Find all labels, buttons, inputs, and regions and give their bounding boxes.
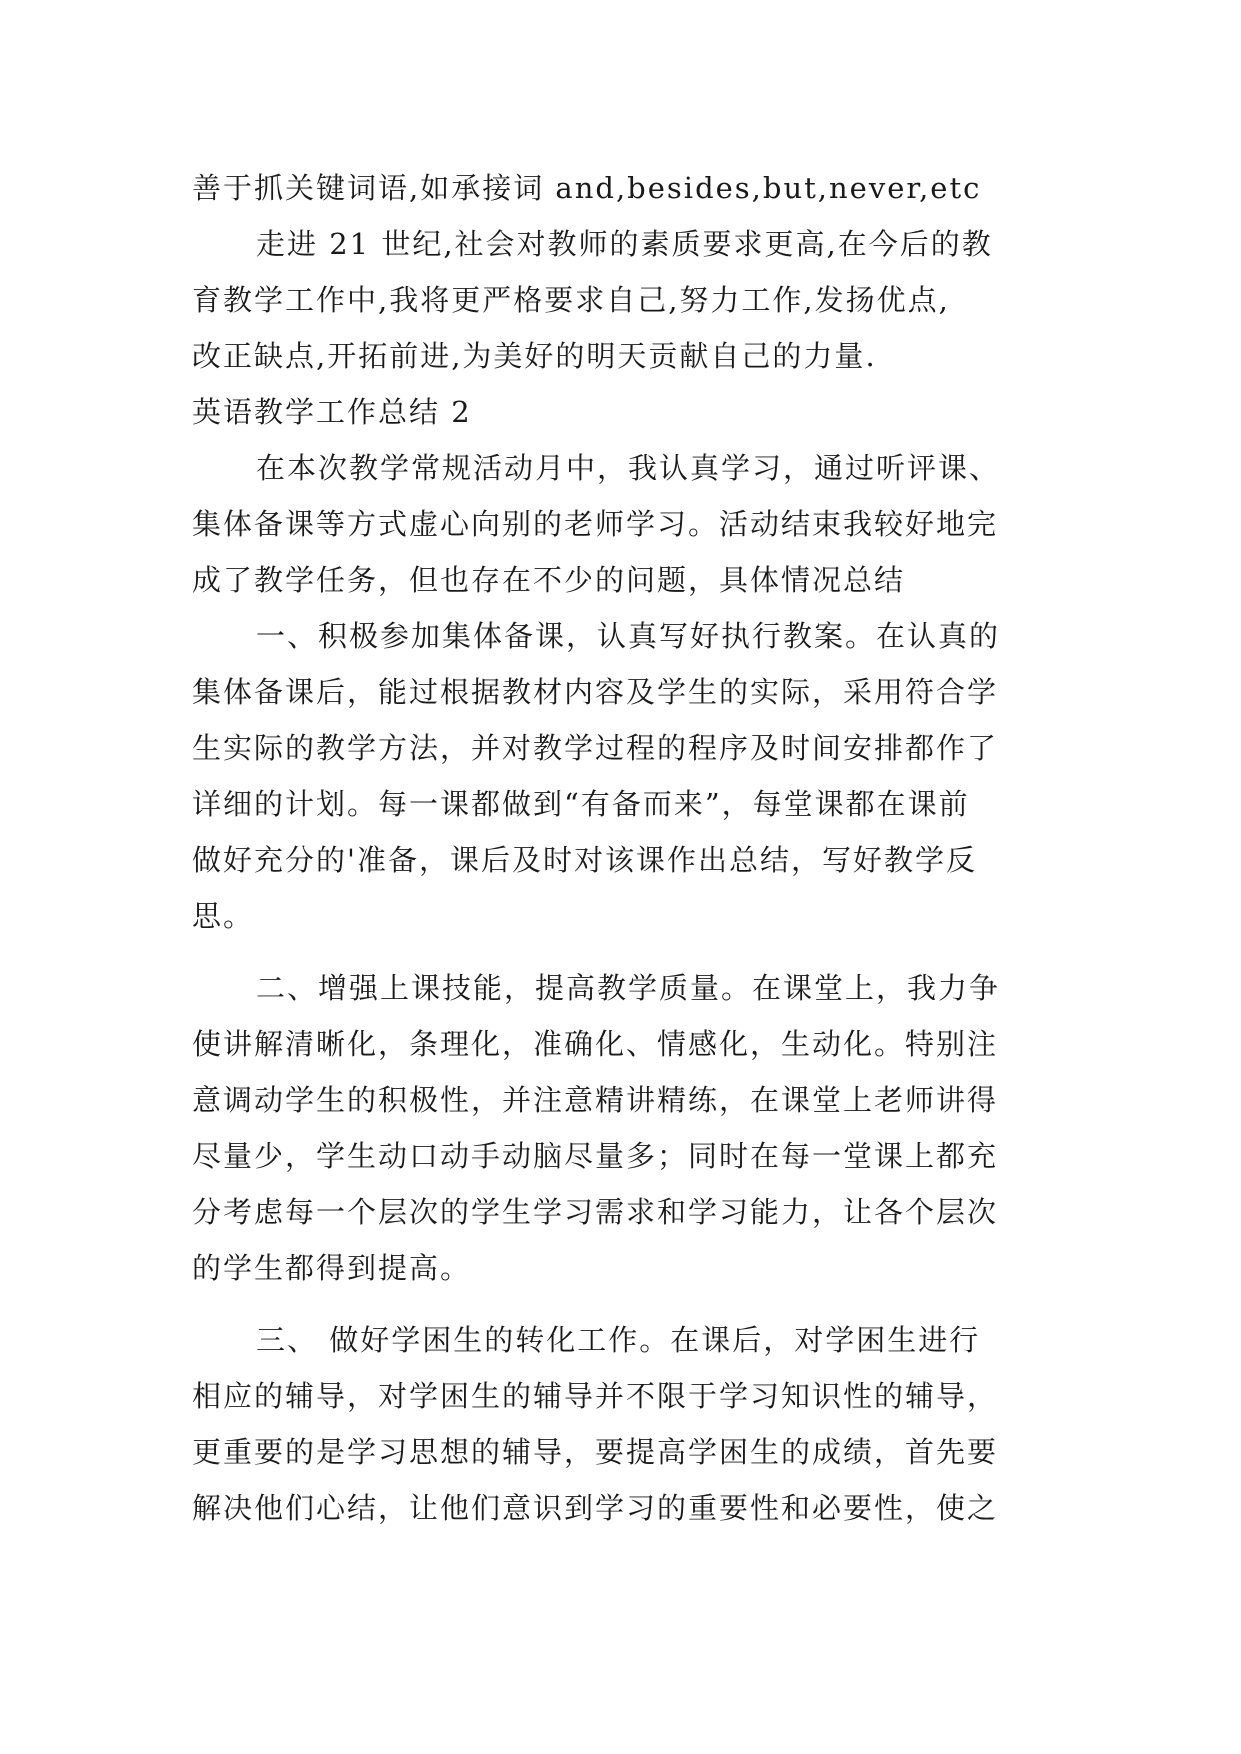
text-line: 尽量少，学生动口动手动脑尽量多；同时在每一堂课上都充 [192, 1139, 999, 1173]
text-line: 的学生都得到提高。 [192, 1251, 472, 1285]
text-line: 生实际的教学方法，并对教学过程的程序及时间安排都作了 [192, 731, 999, 765]
text-line: 解决他们心结，让他们意识到学习的重要性和必要性，使之 [192, 1491, 999, 1525]
text-line: 成了教学任务，但也存在不少的问题，具体情况总结 [192, 563, 906, 597]
paragraph-gap [192, 1296, 1062, 1312]
text-line: 相应的辅导，对学困生的辅导并不限于学习知识性的辅导， [192, 1379, 999, 1413]
text-line: 二、增强上课技能，提高教学质量。在课堂上，我力争 [256, 971, 1001, 1005]
section-heading: 英语教学工作总结 2 [192, 395, 472, 429]
text-line: 思。 [192, 899, 255, 933]
text-line: 集体备课等方式虚心向别的老师学习。活动结束我较好地完 [192, 507, 999, 541]
text-line: 使讲解清晰化，条理化，准确化、情感化，生动化。特别注 [192, 1027, 999, 1061]
text-line: 走进 21 世纪,社会对教师的素质要求更高,在今后的教 [256, 227, 993, 261]
text-line: 集体备课后，能过根据教材内容及学生的实际，采用符合学 [192, 675, 999, 709]
paragraph-gap [192, 944, 1062, 960]
text-line: 分考虑每一个层次的学生学习需求和学习能力，让各个层次 [192, 1195, 999, 1229]
text-line: 善于抓关键词语,如承接词 and,besides,but,never,etc [192, 171, 982, 205]
text-line: 育教学工作中,我将更严格要求自己,努力工作,发扬优点, [192, 283, 950, 317]
text-line: 三、 做好学困生的转化工作。在课后，对学困生进行 [256, 1323, 981, 1357]
document-page [192, 160, 1062, 1536]
text-line: 详细的计划。每一课都做到“有备而来”，每堂课都在课前 [192, 787, 970, 821]
text-line: 更重要的是学习思想的辅导，要提高学困生的成绩，首先要 [192, 1435, 999, 1469]
text-line: 意调动学生的积极性，并注意精讲精练，在课堂上老师讲得 [192, 1083, 999, 1117]
text-line: 做好充分的'准备，课后及时对该课作出总结，写好教学反 [192, 843, 977, 877]
text-line: 改正缺点,开拓前进,为美好的明天贡献自己的力量. [192, 339, 877, 373]
text-line: 在本次教学常规活动月中，我认真学习，通过听评课、 [256, 451, 1001, 485]
text-line: 一、积极参加集体备课，认真写好执行教案。在认真的 [256, 619, 1001, 653]
